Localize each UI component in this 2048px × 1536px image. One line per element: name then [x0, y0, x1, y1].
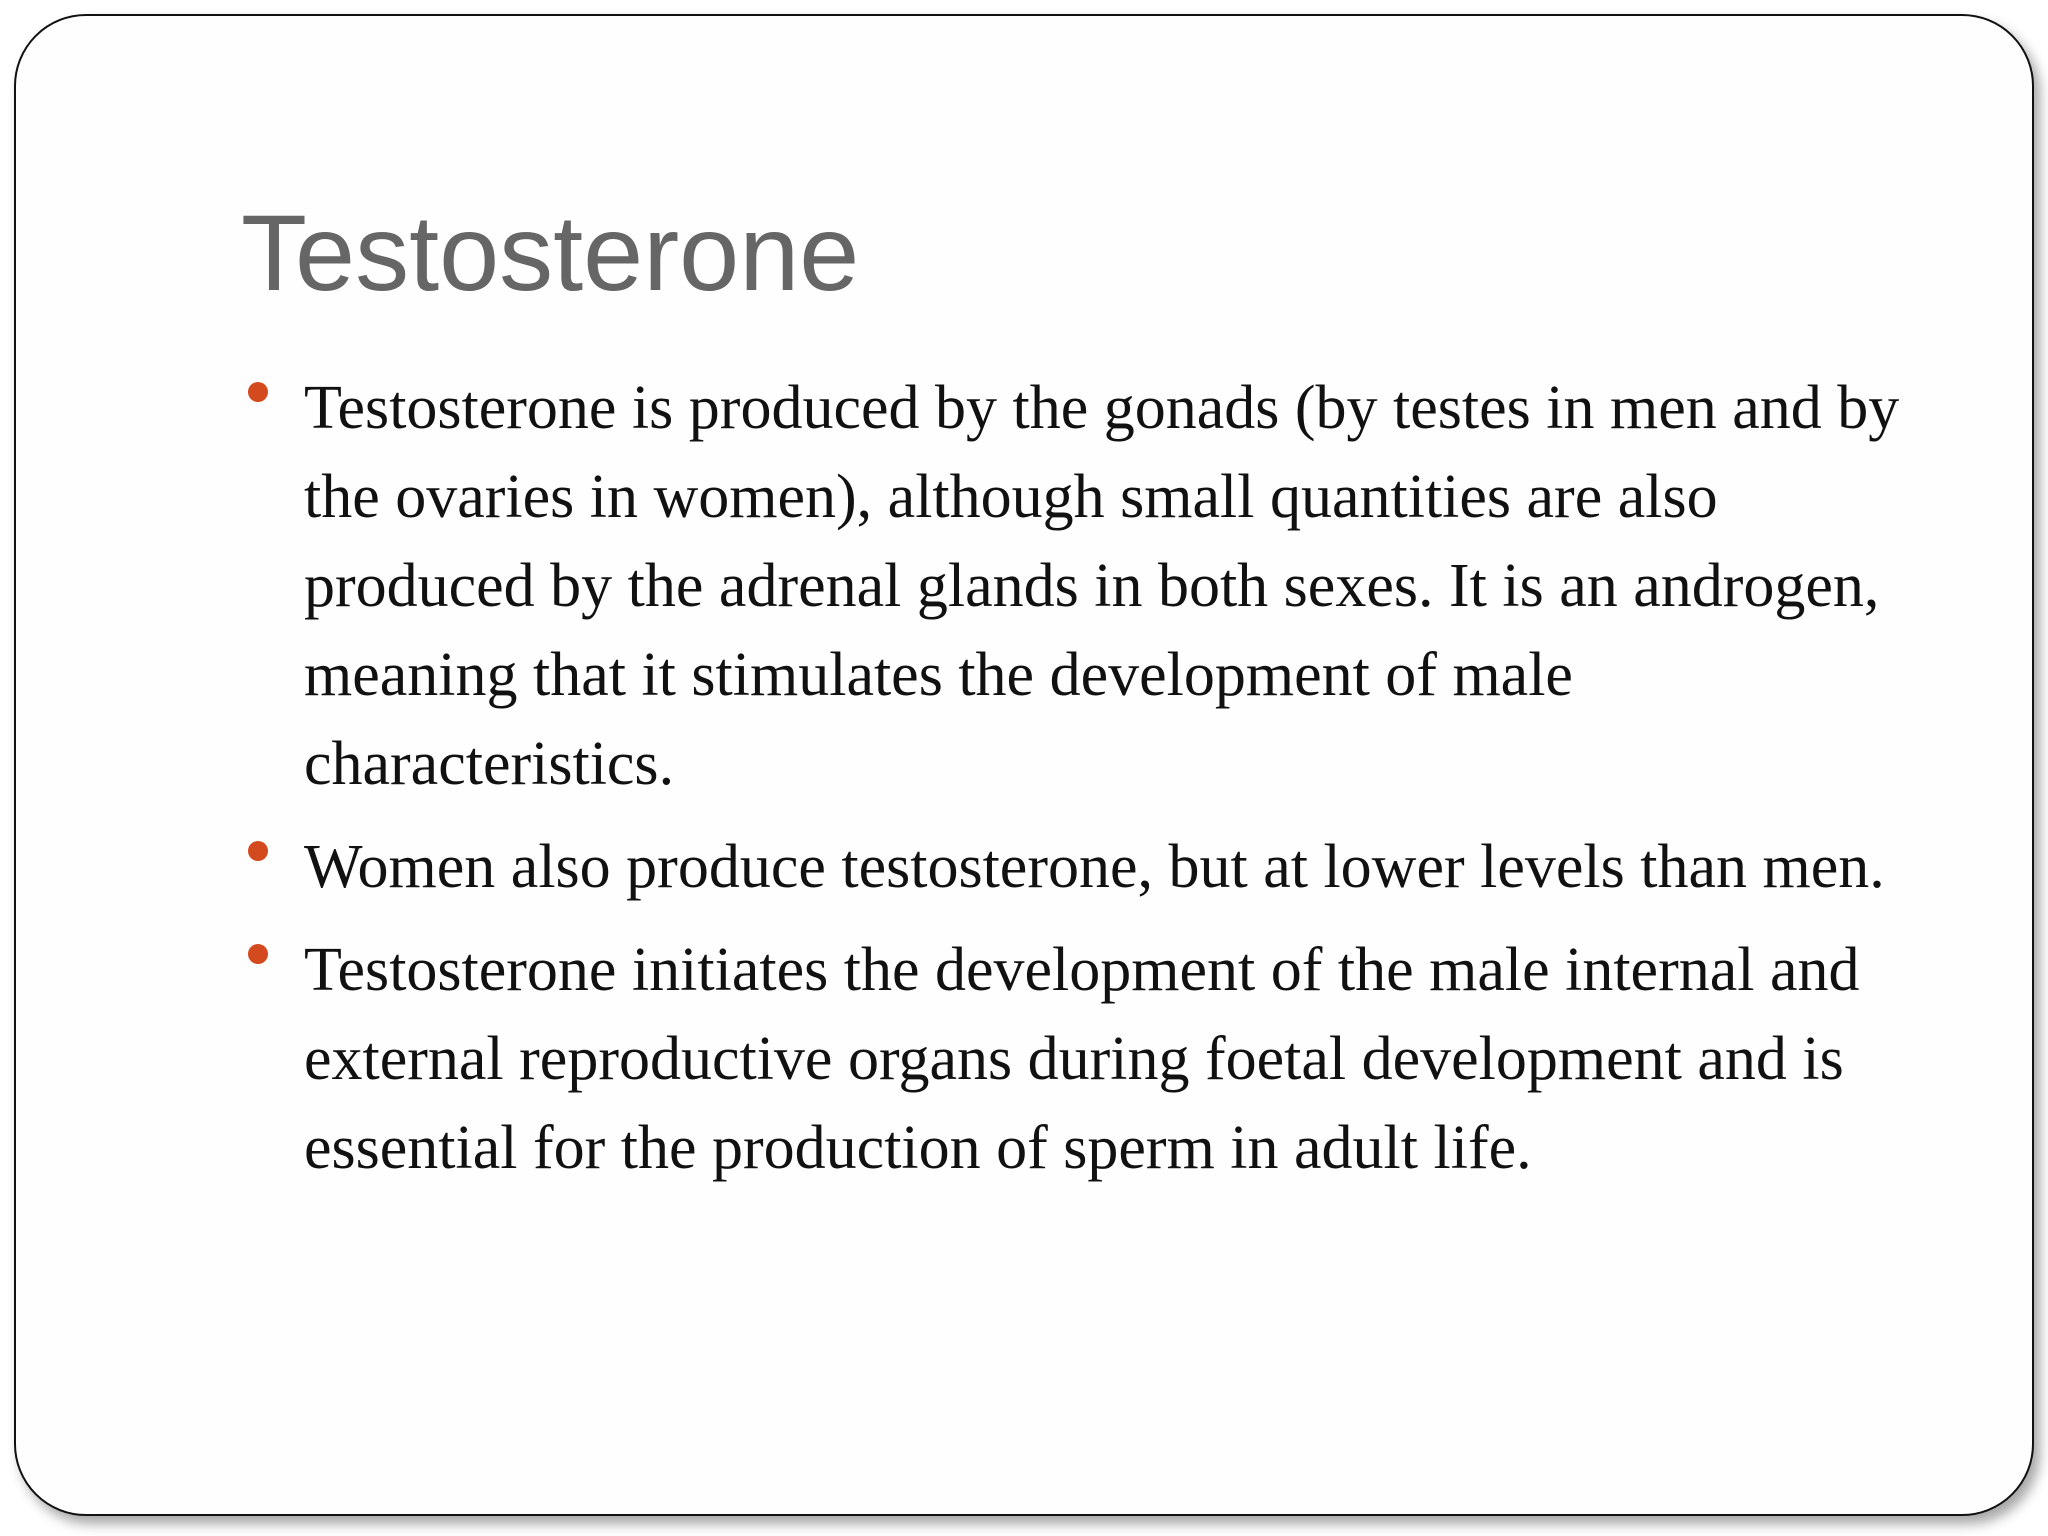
- slide-title: Testosterone: [241, 192, 860, 313]
- bullet-text: Testosterone initiates the development of the male internal and external reproductive organs during foetal development and is essential for the production of sperm in adult life.: [304, 936, 1860, 1182]
- bullet-text: Testosterone is produced by the gonads (by testes in men and by the ovaries in women), although small quantities are also produced by the adrenal glands in both sexes. It is an androgen, meaning that it stimulates the development of male characteristics.: [304, 374, 1900, 798]
- bullet-dot-icon: [248, 944, 268, 964]
- bullet-list: [248, 364, 1948, 1207]
- bullet-item: [248, 364, 1948, 809]
- bullet-item: [248, 926, 1948, 1193]
- bullet-text: Women also produce testosterone, but at lower levels than men.: [304, 833, 1885, 901]
- bullet-dot-icon: [248, 841, 268, 861]
- bullet-item: [248, 823, 1948, 912]
- slide: [14, 14, 2034, 1516]
- bullet-dot-icon: [248, 382, 268, 402]
